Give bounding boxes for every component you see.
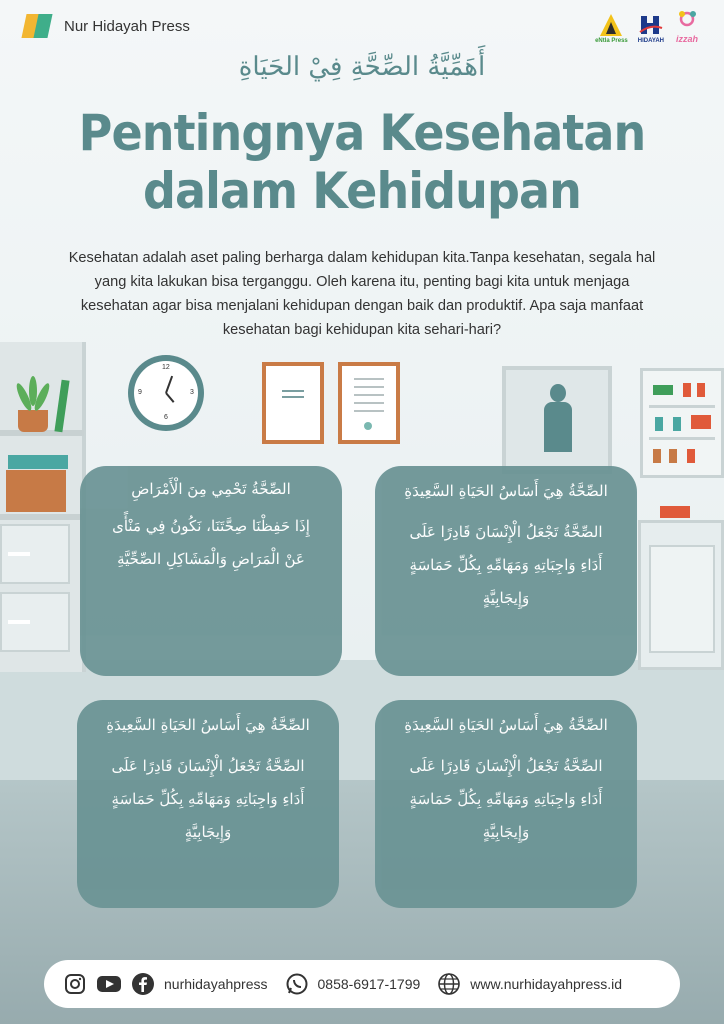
entla-logo-icon bbox=[598, 12, 624, 38]
medicine-cabinet-icon bbox=[640, 368, 724, 478]
hidayah-logo-icon bbox=[638, 12, 664, 38]
contact-footer bbox=[44, 960, 680, 1008]
benefit-card-body: الصِّحَّةُ تَجْعَلُ الْإِنْسَانَ قَادِرًا عَلَى أَدَاءِ وَاجِبَاتِهِ وَمَهَامِّهِ بِكُلِّ حَمَاسَةٍ وَإِيجَابِيَّةٍ bbox=[409, 757, 603, 841]
benefit-card-title: الصِّحَّةُ هِيَ أَسَاسُ الحَيَاةِ السَّعِيدَةِ bbox=[404, 716, 608, 734]
phone-number[interactable]: 0858-6917-1799 bbox=[317, 976, 421, 992]
brand-name: Nur Hidayah Press bbox=[64, 17, 190, 35]
main-title bbox=[29, 104, 695, 220]
facebook-icon[interactable] bbox=[130, 971, 156, 997]
social-handle[interactable]: nurhidayahpress bbox=[164, 976, 268, 992]
benefit-card-body: الصِّحَّةُ تَجْعَلُ الْإِنْسَانَ قَادِرًا عَلَى أَدَاءِ وَاجِبَاتِهِ وَمَهَامِّهِ بِكُلِّ حَمَاسَةٍ وَإِيجَابِيَّةٍ bbox=[111, 757, 305, 841]
website-link[interactable]: www.nurhidayahpress.id bbox=[470, 976, 623, 992]
globe-icon[interactable] bbox=[436, 971, 462, 997]
partner-logos bbox=[595, 8, 700, 44]
wall-clock-icon: 12 3 6 9 bbox=[128, 355, 204, 431]
instagram-icon[interactable] bbox=[62, 971, 88, 997]
benefit-card-title: الصِّحَّةُ تَحْمِي مِنَ الْأَمْرَاضِ bbox=[131, 480, 291, 498]
izzah-logo-icon bbox=[674, 8, 700, 34]
youtube-icon[interactable] bbox=[96, 971, 122, 997]
xray-viewer-icon bbox=[502, 366, 612, 474]
partner-logo-hidayah: HIDAYAH bbox=[638, 12, 664, 44]
stacked-books-icon bbox=[8, 455, 68, 469]
storage-box-icon bbox=[6, 470, 66, 512]
benefit-card-body: الصِّحَّةُ تَجْعَلُ الْإِنْسَانَ قَادِرًا عَلَى أَدَاءِ وَاجِبَاتِهِ وَمَهَامِّهِ بِكُلِّ حَمَاسَةٍ وَإِيجَابِيَّةٍ bbox=[409, 523, 603, 607]
whatsapp-icon[interactable] bbox=[284, 971, 310, 997]
benefit-card-title: الصِّحَّةُ هِيَ أَسَاسُ الحَيَاةِ السَّعِيدَةِ bbox=[404, 482, 608, 500]
benefit-card-3 bbox=[77, 700, 339, 908]
first-aid-box-icon bbox=[660, 506, 690, 518]
plant-icon bbox=[18, 410, 48, 432]
intro-paragraph: Kesehatan adalah aset paling berharga dalam kehidupan kita.Tanpa kesehatan, segala hal yang kita lakukan bisa terganggu. Oleh karena itu, penting bagi kita untuk menjaga kesehatan agar bisa menjalani kehidupan dengan baik dan produktif. Apa saja manfaat kesehatan bagi kehidupan kita sehari-hari? bbox=[68, 250, 656, 338]
partner-logo-izzah: izzah bbox=[674, 8, 700, 44]
main-title-line-2: dalam Kehidupan bbox=[143, 162, 581, 220]
main-title-line-1: Pentingnya Kesehatan bbox=[78, 104, 646, 162]
nur-hidayah-logo-icon bbox=[24, 12, 54, 40]
benefit-card-2 bbox=[375, 466, 637, 676]
counter-cabinet bbox=[638, 520, 724, 670]
partner-logo-entla: eNtla Press bbox=[595, 12, 628, 44]
brand-logo[interactable] bbox=[24, 12, 190, 40]
benefit-card-body: إِذَا حَفِظْنَا صِحَّتَنَا، نَكُونُ فِي مَنْأًى عَنْ الْمَرَاضِ وَالْمَشَاكِلِ الصِّحِّيَّةِ bbox=[112, 517, 310, 568]
arabic-title: أَهَمِّيَّةُ الصِّحَّةِ فِيْ الحَيَاةِ bbox=[238, 52, 486, 82]
wall-poster-2 bbox=[338, 362, 400, 444]
wall-poster-1 bbox=[262, 362, 324, 444]
benefit-card-1 bbox=[80, 466, 342, 676]
benefit-card-4 bbox=[375, 700, 637, 908]
benefit-card-title: الصِّحَّةُ هِيَ أَسَاسُ الحَيَاةِ السَّعِيدَةِ bbox=[106, 716, 310, 734]
